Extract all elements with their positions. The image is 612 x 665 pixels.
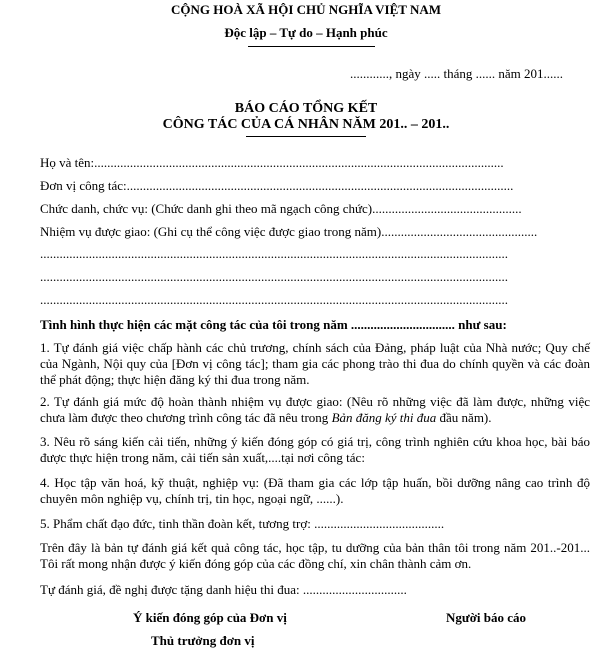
item-5: 5. Phẩm chất đạo đức, tinh thần đoàn kết, tương trợ: ........................................ (40, 516, 445, 531)
item-1: 1. Tự đánh giá việc chấp hành các chủ trương, chính sách của Đảng, pháp luật của Nhà nước; Quy chế của Ngành, Nội quy của [Đơn vị công tác]; tham gia các phong trào thi đua do chính quyền và các đoàn thể phát động; thực hiện đăng ký thi đua trong năm. (40, 340, 590, 387)
dotted-line: ................................................................................................................................................ (40, 292, 508, 307)
dotted-line: ................................................................................................................................................ (40, 246, 508, 261)
item-2 (40, 394, 590, 426)
field-unit: Đơn vị công tác:....................................................................................................................... (40, 178, 514, 193)
reporter-label: Người báo cáo (446, 610, 526, 625)
unit-head-label: Thủ trưởng đơn vị (151, 633, 255, 648)
summary: Trên đây là bản tự đánh giá kết quả công tác, học tập, tu dưỡng của bản thân tôi trong năm 201..-201... Tôi rất mong nhận được ý kiến đóng góp của các đồng chí, xin chân thành cảm ơn. (40, 540, 590, 571)
field-name: Họ và tên:.............................................................................................................................. (40, 155, 504, 170)
item-2-end: đầu năm). (436, 410, 492, 425)
dotted-line: ................................................................................................................................................ (40, 269, 508, 284)
field-position: Chức danh, chức vụ: (Chức danh ghi theo mã ngạch công chức).............................................. (40, 201, 522, 216)
item-4: 4. Học tập văn hoá, kỹ thuật, nghiệp vụ: (Đã tham gia các lớp tập huấn, bồi dưỡng nâng cao trình độ chuyên môn nghiệp vụ, chính trị, tin học, ngoại ngữ, ......). (40, 475, 590, 506)
item-3: 3. Nêu rõ sáng kiến cải tiến, những ý kiến đóng góp có giá trị, công trình nghiên cứu khoa học, bài báo được thực hiện trong năm, cải tiến sản xuất,....tại nơi công tác: (40, 434, 590, 465)
report-title: BÁO CÁO TỔNG KẾT (234, 101, 378, 116)
motto-underline (248, 46, 375, 47)
report-subtitle: CÔNG TÁC CỦA CÁ NHÂN NĂM 201.. – 201.. (162, 117, 450, 132)
section-heading: Tình hình thực hiện các mặt công tác của tôi trong năm ................................ như sau: (40, 317, 507, 332)
date-line: ............, ngày ..... tháng ...... năm 201...... (350, 66, 564, 81)
unit-opinion-label: Ý kiến đóng góp của Đơn vị (133, 610, 287, 625)
country-header: CỘNG HOÀ XÃ HỘI CHỦ NGHĨA VIỆT NAM (170, 2, 442, 17)
field-duty: Nhiệm vụ được giao: (Ghi cụ thể công việc được giao trong năm)................................................ (40, 224, 538, 239)
motto: Độc lập – Tự do – Hạnh phúc (224, 25, 388, 40)
item-2-text: 2. Tự đánh giá mức độ hoàn thành nhiệm vụ được giao: (Nêu rõ những việc đã làm được, những việc chưa làm được theo chương trình công tác đã nêu trong (40, 394, 590, 425)
self-evaluation: Tự đánh giá, đề nghị được tặng danh hiệu thi đua: ................................ (40, 582, 407, 597)
title-underline (246, 136, 366, 137)
item-2-italic: Bản đăng ký thi đua (331, 410, 437, 425)
